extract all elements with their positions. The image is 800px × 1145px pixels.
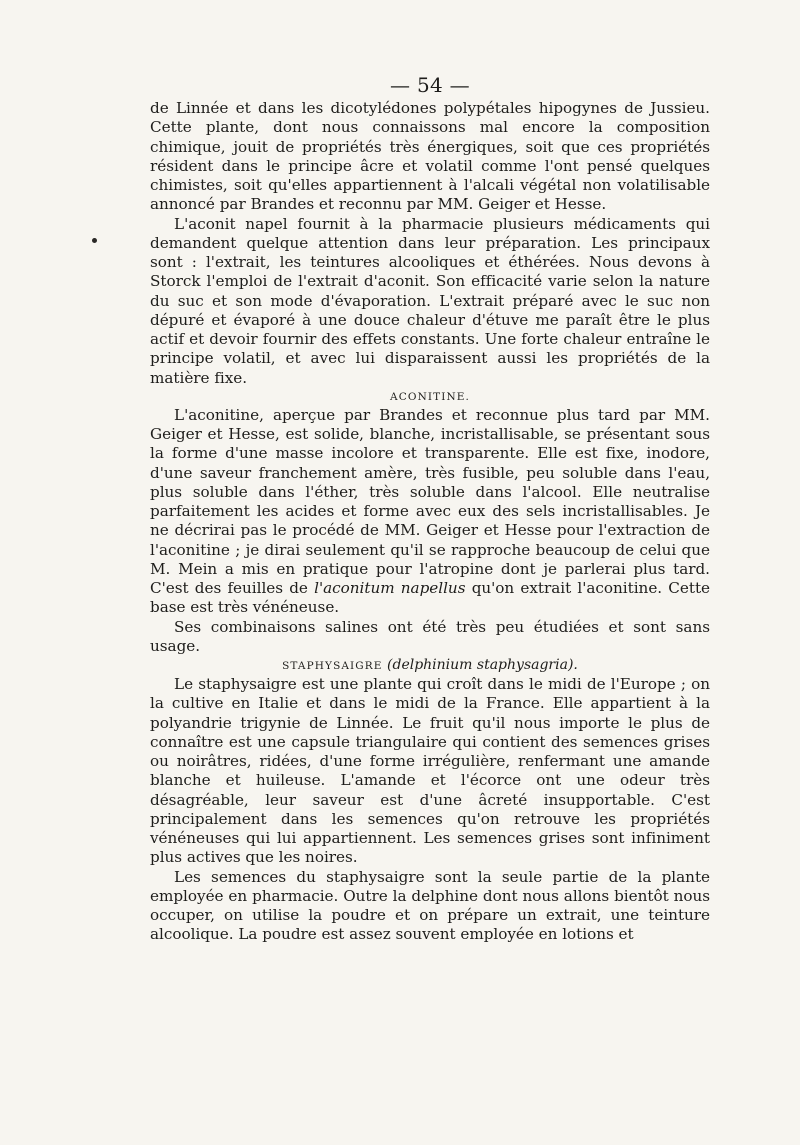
page-number: — 54 — bbox=[390, 73, 470, 97]
paragraph-3-ending: qu'on extrait l'aconitine. Cette base est très vénéneuse. bbox=[150, 579, 711, 617]
paragraph-4: Ses combinaisons salines ont été très peu étudiées et sont sans usage. bbox=[150, 617, 710, 655]
section-heading-staphysaigre-latin: (delphinium staphysagria). bbox=[387, 657, 578, 673]
section-heading-staphysaigre bbox=[150, 657, 710, 675]
section-heading-staphysaigre-title: STAPHYSAIGRE bbox=[282, 660, 383, 672]
paragraph-2: L'aconit napel fournit à la pharmacie plusieurs médicaments qui demandent quelque attention dans leur préparation. Les principaux sont : l'extrait, les teintures alcooliques et éthérées. Nous devons à Storck l'emploi de l'extrait d'aconit. Son efficacité varie selon la nature du suc et son mode d'évaporation. L'extrait préparé avec le suc non dépuré et évaporé à une douce chaleur d'étuve me paraît être le plus actif et devoir fournir des effets constants. Une forte chaleur entraîne le principe volatil, et avec lui disparaissent aussi les propriétés de la matière fixe. bbox=[150, 214, 710, 387]
paragraph-3 bbox=[150, 406, 710, 618]
ink-speck bbox=[92, 238, 97, 243]
paragraph-3-text: L'aconitine, aperçue par Brandes et reconnue plus tard par MM. Geiger et Hesse, est solide, blanche, incristallisable, se présentant sous la forme d'une masse incolore et transparente. Elle est fixe, inodore, d'une saveur franchement amère, très fusible, peu soluble dans l'eau, plus soluble dans l'éther, très soluble dans l'alcool. Elle neutralise parfaitement les acides et forme avec eux des sels incristallisables. Je ne décrirai pas le procédé de MM. Geiger et Hesse pour l'extraction de l'aconitine ; je dirai seulement qu'il se rapproche beaucoup de celui que M. Mein a mis en pratique pour l'atropine dont je parlerai plus tard. C'est des feuilles de bbox=[150, 405, 710, 597]
page-text bbox=[150, 72, 710, 945]
paragraph-5: Le staphysaigre est une plante qui croît dans le midi de l'Europe ; on la cultive en Italie et dans le midi de la France. Elle appartient à la polyandrie trigynie de Linnée. Le fruit qu'il nous importe le plus de connaître est une capsule triangulaire qui contient des semences grises ou noirâtres, ridées, d'une forme irrégulière, renfermant une amande blanche et huileuse. L'amande et l'écorce ont une odeur très désagréable, leur saveur est d'une âcreté insupportable. C'est principalement dans les semences qu'on retrouve les propriétés vénéneuses qui lui appartiennent. Les semences grises sont infiniment plus actives que les noires. bbox=[150, 675, 710, 867]
paragraph-6: Les semences du staphysaigre sont la seule partie de la plante employée en pharmacie. Outre la delphine dont nous allons bientôt nous occuper, on utilise la poudre et on prépare un extrait, une teinture alcoolique. La poudre est assez souvent employée en lotions et bbox=[150, 867, 710, 944]
aconitum-napellus-term: l'aconitum napellus bbox=[314, 579, 466, 597]
section-heading-aconitine: ACONITINE. bbox=[390, 390, 470, 403]
paragraph-1: de Linnée et dans les dicotylédones polypétales hipogynes de Jussieu. Cette plante, dont nous connaissons mal encore la composition chimique, jouit de propriétés très énergiques, soit que ces propriétés résident dans le principe âcre et volatil comme l'ont pensé quelques chimistes, soit qu'elles appartiennent à l'alcali végétal non volatilisable annoncé par Brandes et reconnu par MM. Geiger et Hesse. bbox=[150, 99, 710, 214]
